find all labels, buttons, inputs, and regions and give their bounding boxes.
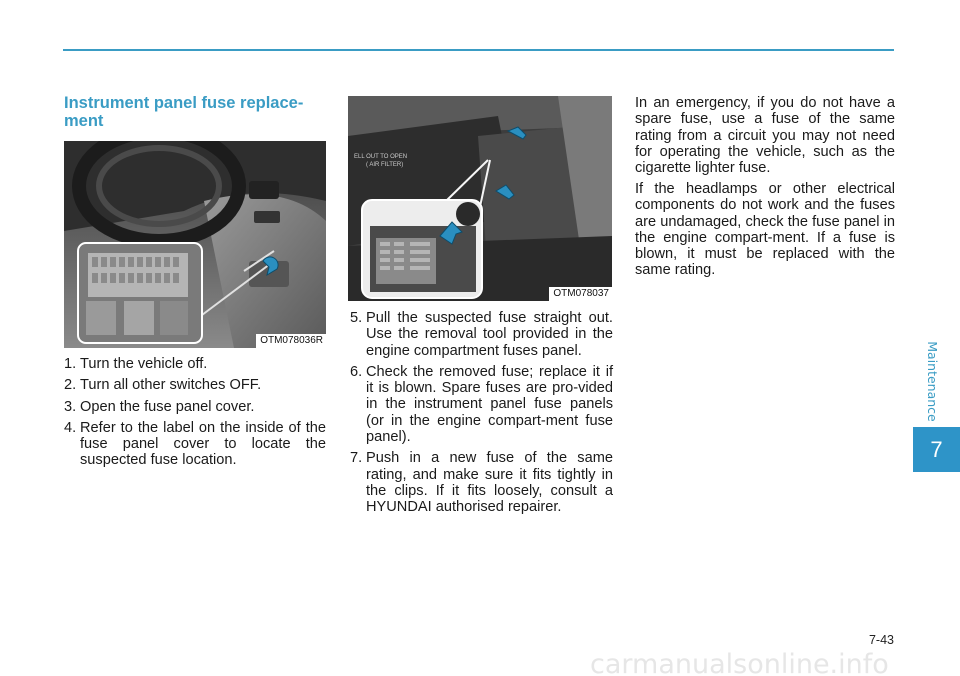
engine-fuse-box-photo (348, 96, 612, 301)
step-number: 5. (350, 310, 363, 326)
step-text: Check the removed fuse; replace it if it is blown. Spare fuses are pro-vided in the instrument panel fuse panels (or in the engine compart-ment fuse panel). (366, 363, 613, 446)
paragraph-headlamps: If the headlamps or other electrical components do not work and the fuses are undamaged, check the fuse panel in the engine compart-ment. If a fuse is blown, it must be replaced with the same rating. (635, 181, 895, 279)
watermark: carmanualsonline.info (590, 649, 889, 676)
chapter-side-label (919, 340, 945, 422)
section-title-line1: Instrument panel fuse replace- (64, 94, 304, 112)
step-text: Refer to the label on the inside of the fuse panel cover to locate the suspected fuse location. (80, 419, 326, 469)
list-item (350, 364, 613, 445)
removal-tool-inset (362, 200, 482, 298)
section-title-line2: ment (64, 112, 104, 130)
section-title (64, 94, 330, 130)
page-number: 7-43 (868, 633, 894, 647)
step-number: 7. (350, 450, 363, 467)
step-number: 2. (64, 377, 77, 394)
chapter-name: Maintenance (924, 340, 940, 422)
figure-caption-left: OTM078036R (256, 334, 326, 348)
step-text: Open the fuse panel cover. (80, 398, 255, 415)
list-item (64, 377, 326, 393)
step-text: Turn all other switches OFF. (80, 377, 262, 394)
dashboard-illustration (64, 141, 326, 348)
steps-list-middle (350, 310, 613, 521)
engine-box-label-line2: ( AIR FILTER) (366, 162, 404, 168)
list-item (350, 310, 613, 359)
header-rule (63, 49, 894, 51)
list-item (64, 356, 326, 372)
engine-box-label-line1: ELL OUT TO OPEN (354, 154, 408, 160)
list-item (64, 420, 326, 469)
chapter-number: 7 (930, 436, 943, 462)
step-text: Push in a new fuse of the same rating, and make sure it fits tightly in the clips. If it fits loosely, consult a HYUNDAI authorised repairer. (366, 450, 613, 516)
step-text: Pull the suspected fuse straight out. Use the removal tool provided in the engine compartment fuses panel. (366, 310, 613, 359)
step-number: 3. (64, 398, 77, 415)
step-number: 6. (350, 363, 363, 380)
step-text: Turn the vehicle off. (80, 356, 208, 372)
list-item (64, 399, 326, 415)
fuse-panel-inset (78, 243, 202, 343)
fuse-panel-photo (64, 141, 326, 348)
engine-bay-illustration (348, 96, 612, 301)
paragraph-emergency: In an emergency, if you do not have a spare fuse, use a fuse of the same rating from a circuit you may not need for operating the vehicle, such as the cigarette lighter fuse. (635, 95, 895, 177)
steps-list-left (64, 356, 326, 474)
list-item (350, 450, 613, 515)
step-number: 4. (64, 419, 77, 436)
figure-caption-middle: OTM078037 (549, 287, 612, 301)
chapter-tab (913, 427, 960, 472)
step-number: 1. (64, 356, 77, 372)
